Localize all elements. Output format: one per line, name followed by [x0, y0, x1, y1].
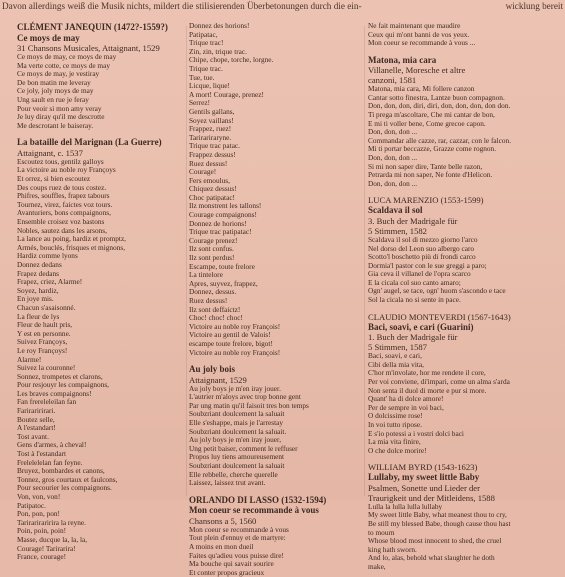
lyric-line: My sweet little Baby, what meanest thou to cry,: [368, 510, 507, 520]
lyric-line: Tournez, virez, faictes voz tours.: [17, 199, 113, 209]
lyric-line: Choc! choc! choc!: [189, 313, 243, 323]
lyric-line: Escampe, toute frelore: [189, 261, 255, 271]
lyric-line: Nel dorso del Leon suo albergo caro: [368, 243, 475, 253]
song-heading: Lullaby, my sweet little Baby: [368, 472, 480, 483]
lyric-line: Ruez dessus!: [189, 296, 228, 305]
lyric-line: Courage!: [189, 167, 217, 177]
lyric-line: Lulla la lulla lulla lullaby: [368, 501, 443, 511]
lyric-line: Serrez!: [189, 98, 211, 108]
lyric-line: Ruez dessus!: [189, 158, 228, 168]
lyric-line: Fariraririrari.: [17, 406, 56, 416]
lyric-line: Si mi non saper dire, Tante belle razon,: [368, 161, 483, 171]
lyric-line: Soubzriant doulcement la saluait: [189, 461, 285, 470]
lyric-line: Mon coeur se recommande à vous: [189, 524, 289, 534]
spacer: [368, 305, 563, 312]
lyric-line: France, courage!: [17, 552, 67, 562]
lyric-line: Choc patipatac!: [189, 192, 235, 202]
lyric-line: Ilz monstrent les tallons!: [189, 201, 262, 211]
source-line: Traurigkeit und der Mitleidens, 1588: [368, 492, 495, 503]
lyric-line: Commandar alle cazze, rar, cazzar, con le falcon.: [368, 135, 512, 145]
lyric-line: Ung sault en rue je feray: [17, 94, 89, 104]
lyric-line: Tost à l'estandart: [17, 449, 67, 459]
lyric-line: Per de sempre in voi baci,: [368, 402, 444, 412]
composer-heading: LUCA MARENZIO (1553-1599): [368, 195, 484, 206]
lyric-line: Chacun s'asaisonné.: [17, 302, 76, 312]
lyric-line: Matona, mia cara, Mi follere canzon: [368, 84, 475, 94]
lyric-line: Scaldava il sol di mezzo giorno l'arco: [368, 234, 478, 244]
lyric-line: Pon, pon, pon!: [17, 509, 60, 519]
source-line: 1. Buch der Madrigale für: [368, 332, 458, 343]
lyric-line: Victoire au noble roy François!: [189, 347, 281, 357]
lyric-line: La mia vita finire,: [368, 437, 421, 447]
lyric-line: Ce joly, joly moys de may: [17, 86, 94, 96]
lyric-line: Fleur de hault pris,: [17, 320, 73, 330]
lyric-line: Gentils gallans,: [189, 106, 235, 116]
lyric-line: La lance au poing, hardiz et promptz,: [17, 234, 127, 244]
lyric-line: Tost avant.: [17, 431, 49, 441]
column-divider: [364, 26, 365, 496]
source-line: 5 Stimmen, 1582: [368, 225, 427, 236]
lyric-line: Suivez la couronne!: [17, 363, 76, 373]
lyric-line: Dormia'l pastor con le sue greggi a paro;: [368, 260, 487, 270]
lyric-line: Par ung matin qu'il faisoit tres bon temps: [189, 400, 309, 410]
lyric-line: Fan frereleleilan fan: [17, 397, 77, 407]
lyric-line: king hath sworn.: [368, 544, 417, 554]
lyric-line: Don, don, don, diri, diri, don, don, don, don don.: [368, 101, 511, 111]
lyric-line: Me descrotant le baiseray.: [17, 120, 94, 130]
lyric-line: La tintelore: [189, 270, 223, 280]
lyric-line: Licque, lique!: [189, 81, 230, 91]
lyric-line: Don, don, don ...: [368, 127, 418, 137]
lyric-line: Ti prega m'ascoltare, Che mi cantar de bon,: [368, 110, 495, 120]
lyric-line: Ensemble croisez voz bastons: [17, 217, 105, 226]
source-line: Attaignant, c. 1537: [17, 147, 83, 158]
song-heading: Au joly bois: [189, 364, 236, 375]
spacer: [368, 188, 563, 195]
lyric-line: Scotto'l boschetto più di frondi carco: [368, 252, 476, 262]
lyric-line: Ce moys de may, ce moys de may: [17, 52, 117, 61]
lyric-line: escampe toute frelore, bigot!: [189, 338, 273, 348]
lyric-line: Laissez, laissez trut avant.: [189, 478, 266, 488]
lyric-line: La victoire au noble roy Françoys: [17, 165, 116, 175]
lyric-line: Apres, suyvez, frappez,: [189, 278, 258, 288]
lyric-line: Nobles, sautez dans les arsons,: [17, 225, 107, 235]
source-line: 5 Stimmen, 1587: [368, 342, 427, 353]
lyric-line: A l'estandart!: [17, 423, 56, 433]
lyric-line: Armés, bouclés, frisques et mignons,: [17, 242, 126, 252]
spacer: [189, 357, 359, 364]
lyric-line: Tue, tue.: [189, 72, 215, 82]
lyric-line: Soubzriant doulcement la saluait: [189, 409, 285, 419]
lyric-line: Donnez, dessus.: [189, 287, 237, 297]
lyric-line: Et conter propos gracieux: [189, 567, 265, 577]
lyric-line: Sol la cicala no si sente in pace.: [368, 295, 461, 305]
lyric-line: Pour secourier les compaignons.: [17, 483, 112, 493]
source-line: Chansons a 5, 1560: [189, 515, 257, 526]
lyric-line: Soubzriant doulcement la saluait.: [189, 426, 287, 436]
lyric-line: Don, don, don ...: [368, 153, 418, 163]
lyric-line: Ceux qui m'ont banni de vos yeux.: [368, 29, 470, 39]
lyric-line: Hardiz comme lyons: [17, 251, 78, 261]
source-line: 3. Buch der Madrigale für: [368, 215, 458, 226]
lyric-line: Pour veoir si mon amy veray: [17, 103, 102, 113]
lyric-line: Von, von, von!: [17, 492, 61, 501]
song-heading: La bataille del Marignan (La Guerre): [17, 137, 162, 148]
lyric-line: Et orrez, si bien escoutez: [17, 174, 91, 184]
lyric-line: La fleur de lys: [17, 311, 60, 321]
song-heading: CLÉMENT JANEQUIN (1472?-1559?): [17, 22, 168, 32]
lyric-line: Ogn' augel, se tace, ogn' huom s'ascondo e tace: [368, 286, 506, 296]
spacer: [368, 48, 563, 55]
lyric-line: Masse, ducque la, la, la,: [17, 534, 88, 544]
lyric-line: Ilz sont confus.: [189, 244, 234, 254]
lyric-line: Suivez Françoys,: [17, 337, 68, 347]
lyric-line: Ilz sont perdus!: [189, 253, 235, 263]
spacer: [189, 488, 359, 495]
lyric-line: Elle s'eshappe, mais je l'arrestay: [189, 418, 284, 428]
lyric-line: Don, don, don ...: [368, 178, 418, 188]
lyric-line: Non senta il duol di morte e pur si more.: [368, 385, 487, 395]
lyric-line: Au joly boys je m'en iray jouer,: [189, 435, 282, 445]
text-column-2: [189, 22, 359, 577]
lyric-line: Frapez, criez, Alarme!: [17, 277, 83, 287]
lyric-line: Chipe, chope, torche, lorgne.: [189, 55, 274, 65]
lyric-line: Cibi della mia vita,: [368, 359, 424, 369]
top-text-right: wicklung bereit: [505, 1, 563, 11]
lyric-line: Des coups ruez de tous costez.: [17, 182, 107, 192]
lyric-line: Patipatoc.: [17, 500, 46, 510]
lyric-line: Per voi conviene, di'impari, come un alma s'arda: [368, 376, 510, 386]
lyric-line: make,: [368, 561, 386, 571]
lyric-line: Donnez dedans: [17, 259, 62, 269]
lyric-line: Cantar sotto finestra, Lantze buon compagnon.: [368, 92, 505, 102]
composer-heading: CLAUDIO MONTEVERDI (1567-1643): [368, 311, 511, 322]
lyric-line: O dolcissime rose!: [368, 411, 423, 421]
text-column-3: [368, 22, 563, 572]
lyric-line: E la cicala col suo canto amaro;: [368, 277, 461, 287]
lyric-line: Elle rebbelle, cherche querelle: [189, 469, 278, 479]
lyric-line: Ne fait maintenant que maudire: [368, 21, 461, 30]
lyric-line: Ung petit baiser, comment le reffuser: [189, 443, 298, 453]
lyric-line: Tout plein d'ennuy et de martyre:: [189, 533, 286, 543]
lyric-line: Bruyez, bombardes et canons,: [17, 466, 105, 476]
lyric-line: Gia ceva il villanel de l'opra scarco: [368, 269, 471, 279]
source-line: Psalmen, Sonette und Lieder der: [368, 482, 480, 493]
lyric-line: Courage compaignons!: [189, 210, 257, 220]
lyric-line: Frappez dessus!: [189, 149, 236, 159]
lyric-line: Mon coeur se recommande à vous ...: [368, 38, 476, 48]
lyric-line: L'autrier m'aloys avec trop bonne gent: [189, 392, 301, 402]
spacer: [368, 455, 563, 462]
lyric-line: Fers emoulus,: [189, 175, 230, 185]
lyric-line: Zin, zin, trique trac.: [189, 46, 247, 56]
lyric-line: Victoire au gentil de Valois!: [189, 330, 271, 340]
song-heading: Matona, mia cara: [368, 54, 437, 65]
text-column-1: [17, 22, 189, 562]
lyric-line: Les braves compaignons!: [17, 388, 92, 398]
lyric-line: Frappez, ruez!: [189, 124, 232, 134]
lyric-line: Poin, poin, poin!: [17, 526, 67, 536]
composer-heading: WILLIAM BYRD (1543-1623): [368, 462, 478, 473]
spacer: [17, 130, 189, 137]
lyric-line: Mi ti portar beccazze, Grazze come rognon.: [368, 144, 497, 154]
lyric-line: Donnez des horions!: [189, 21, 250, 30]
song-heading: ORLANDO DI LASSO (1532-1594): [189, 494, 327, 505]
lyric-line: Tonnez, gros courtaux et faulcons,: [17, 474, 118, 484]
lyric-line: Y est en personne.: [17, 328, 71, 338]
lyric-line: Ce moys de may, je vestiray: [17, 69, 100, 79]
lyric-line: En joye mis.: [17, 294, 54, 304]
lyric-line: Chiquez dessus!: [189, 184, 237, 194]
lyric-line: Faites qu'adieu vous puisse dire!: [189, 550, 284, 560]
lyric-line: C'hor m'involate, hor me rendete il core,: [368, 368, 486, 378]
source-line: Attaignant, 1529: [189, 374, 247, 385]
lyric-line: Trique trac patac.: [189, 141, 240, 151]
top-text-left: Davon allerdings weiß die Musik nichts, mildert die stilisierenden Überbetonungen durch die ein-: [2, 1, 362, 11]
lyric-line: Soyez, hardiz,: [17, 285, 59, 295]
song-heading: Mon coeur se recommande à vous: [189, 505, 319, 516]
lyric-line: Boutez selle,: [17, 414, 55, 424]
lyric-line: Avanturiers, bons compaignons,: [17, 208, 111, 218]
lyric-line: Pour resjouyr les compaignons,: [17, 380, 110, 390]
lyric-line: Be still my blessed Babe, though cause thou hast: [368, 518, 511, 528]
top-text-line: [2, 0, 563, 12]
song-heading: Scaldava il sol: [368, 205, 423, 216]
song-heading: Ce moys de may: [17, 32, 80, 43]
lyric-line: Petrarda mi non saper, Ne fonte d'Helicon.: [368, 170, 493, 180]
lyric-line: Je luy diray qu'il me descrotte: [17, 112, 105, 122]
lyric-line: Phifres, souffles, frapez tabours: [17, 191, 110, 201]
lyric-line: Tarirariraryne.: [189, 132, 232, 142]
lyric-line: Frelelelelan fan feyne.: [17, 457, 83, 467]
lyric-line: E mi ti voller bene, Come grecoe capon.: [368, 118, 486, 128]
lyric-line: De bon matin me leveray: [17, 77, 91, 87]
lyric-line: In voi tutto ripose.: [368, 419, 422, 429]
lyric-line: Ma verte cotte, ce moys de may: [17, 60, 110, 70]
lyric-line: Courage! Tarirarira!: [17, 543, 76, 553]
lyric-line: A moins en mon dueil: [189, 541, 254, 551]
lyric-line: A mort! Courage, prenez!: [189, 89, 264, 99]
lyric-line: Trique trac.: [189, 63, 223, 73]
lyric-line: Quant' ha di dolce amore!: [368, 394, 444, 404]
lyric-line: Soyez vaillans!: [189, 115, 234, 125]
lyric-line: Tarirariraririra la reyne.: [17, 517, 86, 527]
lyric-line: Frapez dedans: [17, 268, 59, 278]
lyric-line: Alarme!: [17, 354, 42, 364]
lyric-line: O che dolce morire!: [368, 445, 427, 455]
lyric-line: Propos luy tiens amoureusement: [189, 452, 285, 462]
lyric-line: Trique trac!: [189, 38, 224, 48]
lyric-line: E s'io potessi a i vostri dolci baci: [368, 428, 464, 438]
lyric-line: Patipatac,: [189, 29, 218, 39]
lyric-line: Trique trac patipatac!: [189, 227, 252, 237]
lyric-line: Ma bouche qui savait sourire: [189, 559, 274, 569]
song-heading: Baci, soavi, e cari (Guarini): [368, 321, 474, 332]
lyric-line: Ilz sont deffaictz!: [189, 304, 241, 314]
lyric-line: Donnez de horions!: [189, 218, 247, 228]
lyric-line: Whose blood most innocent to shed, the cruel: [368, 536, 502, 546]
source-line: 31 Chansons Musicales, Attaignant, 1529: [17, 43, 160, 53]
source-line: canzoni, 1581: [368, 75, 417, 86]
lyric-line: to mourn: [368, 527, 395, 537]
lyric-line: Victoire au noble roy François!: [189, 321, 281, 331]
lyric-line: Escoutez tous, gentilz galloys: [17, 156, 104, 166]
lyric-line: And lo, alas, behold what slaughter he doth: [368, 553, 495, 563]
lyric-line: Au joly boys je m'en iray jouer.: [189, 383, 281, 393]
lyric-line: Gens d'armes, à cheval!: [17, 440, 87, 450]
lyric-line: Sonnez, trompetes et clarons,: [17, 371, 103, 381]
lyric-line: Baci, soavi, e cari,: [368, 351, 422, 361]
source-line: Villanelle, Moresche et altre: [368, 65, 466, 76]
lyric-line: Courage prenez!: [189, 235, 238, 245]
lyric-line: Le roy Françoys!: [17, 345, 68, 355]
